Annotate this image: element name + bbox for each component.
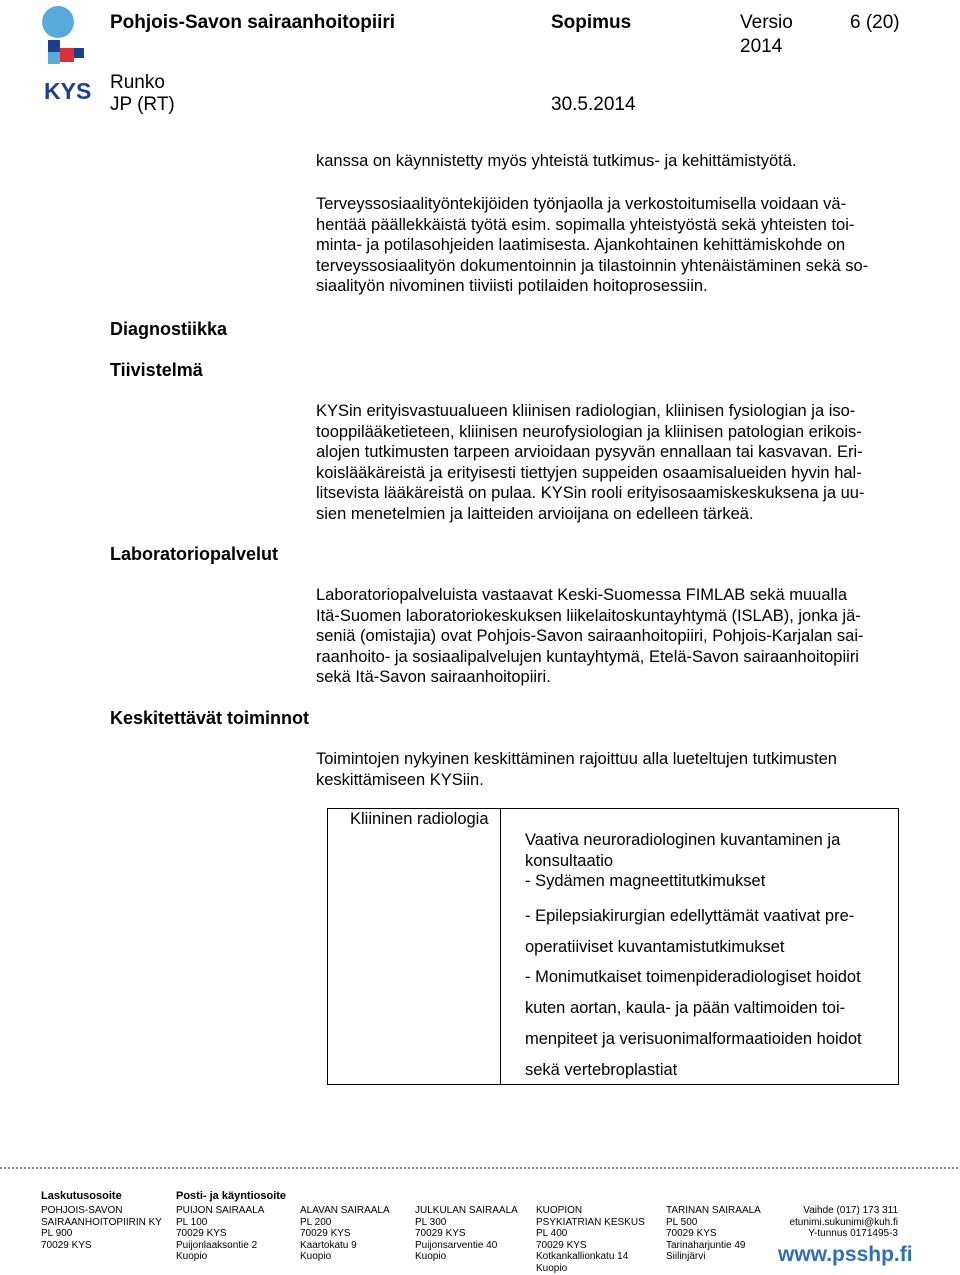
heading-tiivistelma: Tiivistelmä [110,360,203,380]
footer-line: PL 100 [176,1216,208,1228]
text-line: alojen tutkimusten tarpeen arvioidaan pysyvän ennallaan tai kasvavan. Eri- [316,443,863,462]
paragraph-centralized [316,749,914,790]
footer-line: KUOPION [536,1205,583,1216]
text-line: Itä-Suomen laboratoriokeskuksen liikelaitoskuntayhtymä (ISLAB), jonka jä- [316,606,861,625]
table-line: menpiteet ja verisuonimalformaatioiden hoidot [525,1029,862,1048]
footer-alava-address [300,1205,390,1263]
text-line: seniä (omistajia) ovat Pohjois-Savon sairaanhoitopiiri, Pohjois-Karjalan sai- [316,627,864,646]
text-line: Toimintojen nykyinen keskittäminen rajoittuu alla lueteltujen tutkimusten [316,750,837,768]
footer-line: Puijonlaaksontie 2 [176,1239,258,1251]
footer-line: POHJOIS-SAVON [41,1205,123,1216]
text-line: koislääkäreistä ja erityisesti tiettyjen suppeiden osaamisalueiden hyvin hal- [316,463,862,482]
table-line: - Sydämen magneettitutkimukset [525,872,766,890]
footer-billing-heading: Laskutusosoite [41,1190,122,1202]
paragraph-social-work [316,194,914,297]
table-line: - Epilepsiakirurgian edellyttämät vaativat pre- [525,907,855,925]
footer-line: PSYKIATRIAN KESKUS [536,1216,645,1228]
text-line: tooppilääketieteen, kliinisen neurofysiologian ja kliinisen patologian erikois- [316,422,862,441]
document-date: 30.5.2014 [551,94,636,115]
footer-email: etunimi.sukunimi@kuh.fi [789,1216,898,1228]
text-line: minta- ja potilasohjeiden laatimisesta. Ajankohtainen kehittämiskohde on [316,236,846,255]
footer-line: PL 900 [41,1228,73,1240]
footer-puijo-address [176,1205,264,1263]
footer-line: 70029 KYS [300,1228,351,1240]
author: JP (RT) [110,94,175,115]
table-cell-description-list [525,901,897,1085]
footer-divider [0,1167,960,1169]
footer-line: 70029 KYS [536,1239,587,1251]
paragraph-laboratory [316,585,914,688]
footer-psychiatry-address [536,1205,645,1275]
document-type: Sopimus [551,12,632,33]
organization-name: Pohjois-Savon sairaanhoitopiiri [110,12,396,33]
footer-line: PL 500 [666,1216,698,1228]
footer-tarina-address [666,1205,761,1263]
text-line: Terveyssosiaalityöntekijöiden työnjaolla ja verkostoitumisella voidaan vä- [316,195,847,213]
footer-line: Kuopio [536,1262,568,1274]
footer-line: JULKULAN SAIRAALA [415,1205,518,1216]
text-line: hentää päällekkäistä työtä esim. sopimalla yhteistyöstä sekä yhteisten toi- [316,215,855,234]
footer-line: 70029 KYS [415,1228,466,1240]
table-cell-description-intro [525,830,897,892]
text-line: sien menetelmien ja laitteiden arvioijana on edelleen tärkeä. [316,504,754,523]
footer-line: PUIJON SAIRAALA [176,1205,265,1216]
footer-julkula-address [415,1205,518,1263]
paragraph-research: kanssa on käynnistetty myös yhteistä tutkimus- ja kehittämistyötä. [316,152,797,170]
heading-diagnostiikka: Diagnostiikka [110,319,228,339]
text-line: Laboratoriopalveluista vastaavat Keski-Suomessa FIMLAB sekä muualla [316,586,848,604]
text-line: siaalityön nivominen tiiviisti potilaiden hoitoprosessiin. [316,277,708,296]
footer-line: TARINAN SAIRAALA [666,1205,761,1216]
table-line: - Monimutkaiset toimenpideradiologiset hoidot [525,968,861,987]
footer-website-link[interactable]: www.psshp.fi [778,1243,913,1266]
footer-line: 70029 KYS [176,1228,227,1240]
footer-phone: Vaihde (017) 173 311 [803,1205,898,1216]
table-line: sekä vertebroplastiat [525,1060,678,1079]
template-label: Runko [110,72,165,93]
heading-keskitettavat-toiminnot: Keskitettävät toiminnot [110,708,310,728]
text-line: sekä Itä-Savon sairaanhoitopiiri. [316,668,551,687]
table-line: operatiiviset kuvantamistutkimukset [525,937,785,956]
table-line: kuten aortan, kaula- ja pään valtimoiden toi- [525,999,846,1018]
footer-line: 70029 KYS [41,1239,92,1251]
version-label: Versio [740,12,793,33]
footer-line: SAIRAANHOITOPIIRIN KY [41,1216,162,1228]
footer-line: PL 400 [536,1228,568,1240]
text-line: litsevista lääkäreistä on pulaa. KYSin rooli erityisosaamiskeskuksena ja uu- [316,484,865,503]
text-line: raanhoito- ja sosiaalipalvelujen kuntayhtymä, Etelä-Savon sairaanhoitopiiri [316,647,859,666]
table-line: Vaativa neuroradiologinen kuvantaminen ja [525,831,841,849]
kys-logo [40,4,110,104]
paragraph-diagnostics [316,401,914,525]
footer-line: Kuopio [176,1251,208,1263]
logo-text: KYS [44,78,92,104]
footer-postal-heading: Posti- ja käyntiosoite [176,1190,287,1202]
text-line: keskittämiseen KYSiin. [316,770,484,789]
footer-business-id: Y-tunnus 0171495-3 [808,1228,898,1240]
footer-billing-address [41,1205,162,1251]
footer-line: PL 300 [415,1216,447,1228]
footer-line: PL 200 [300,1216,332,1228]
page-number: 6 (20) [850,12,900,33]
footer-line: 70029 KYS [666,1228,717,1240]
text-line: KYSin erityisvastuualueen kliinisen radiologian, kliinisen fysiologian ja iso- [316,402,856,420]
footer-line: Kuopio [300,1251,332,1263]
heading-laboratoriopalvelut: Laboratoriopalvelut [110,544,279,564]
footer-contact-info [770,1205,898,1240]
table-cell-clinical-radiology: Kliininen radiologia [350,810,489,828]
footer-line: Siilinjärvi [666,1251,706,1263]
footer-line: ALAVAN SAIRAALA [300,1205,390,1216]
footer-line: Kaartokatu 9 [300,1239,357,1251]
footer-line: Kotkankallionkatu 14 [536,1251,629,1263]
version-year: 2014 [740,36,783,57]
footer-line: Kuopio [415,1251,447,1263]
footer-line: Tarinaharjuntie 49 [666,1239,746,1251]
table-column-divider [500,808,501,1085]
table-line: konsultaatio [525,851,614,870]
text-line: terveyssosiaalityön dokumentoinnin ja tilastoinnin yhtenäistäminen sekä so- [316,256,869,275]
footer-line: Puijonsarventie 40 [415,1239,498,1251]
